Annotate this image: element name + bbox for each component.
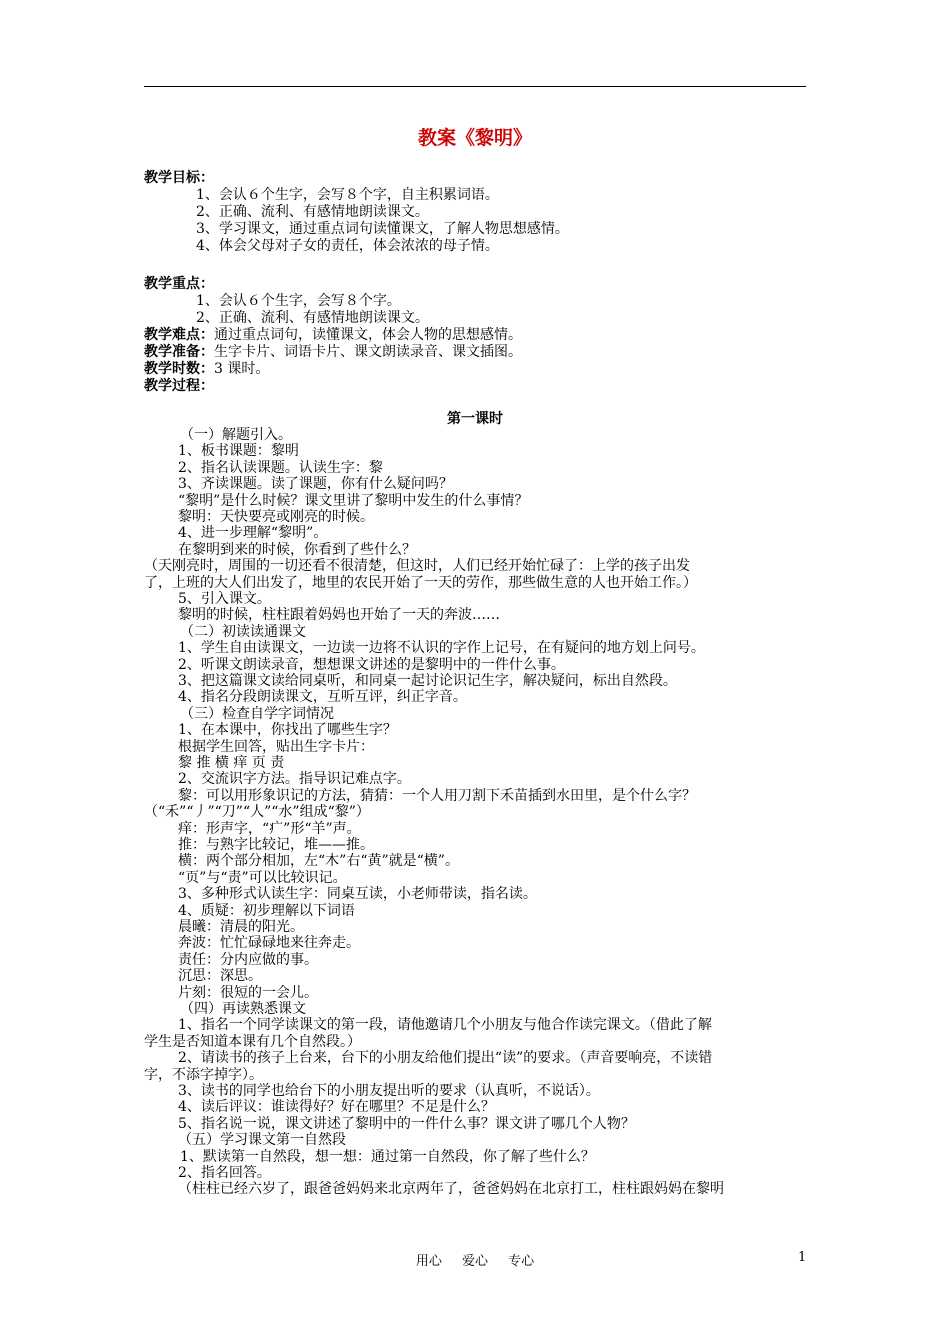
- footer-text: 用心: [415, 1254, 442, 1269]
- body-line: “页”与“责”可以比较识记。: [178, 870, 347, 886]
- difficulty-line: [144, 327, 522, 344]
- difficulty-text: 通过重点词句，读懂课文，体会人物的思想感情。: [214, 327, 522, 343]
- body-line: 根据学生回答，贴出生字卡片：: [178, 739, 374, 755]
- body-line: 2、听课文朗读录音，想想课文讲述的是黎明中的一件什么事。: [178, 657, 565, 673]
- body-line: 黎 推 横 痒 页 责: [178, 755, 285, 771]
- preparation-text: 生字卡片、词语卡片、课文朗读录音、课文插图。: [214, 344, 522, 360]
- lesson-title: 第一课时: [447, 411, 503, 427]
- page-number: 1: [798, 1250, 807, 1265]
- body-line: 4、进一步理解“黎明”。: [178, 525, 328, 541]
- body-line: 学生是否知道本课有几个自然段。）: [144, 1034, 361, 1050]
- objective-item: 4、体会父母对子女的责任，体会浓浓的母子情。: [196, 238, 499, 254]
- body-line: 在黎明到来的时候，你看到了些什么？: [178, 542, 416, 558]
- document-title: 教案《黎明》: [417, 127, 532, 149]
- body-line: 责任：分内应做的事。: [178, 952, 318, 968]
- body-line: 痒：形声字，“疒”形“羊”声。: [178, 821, 361, 837]
- body-line: “黎明”是什么时候？课文里讲了黎明中发生的什么事情？: [178, 493, 529, 509]
- keypoint-item: 1、会认６个生字，会写８个字。: [196, 293, 401, 309]
- body-line: 1、指名一个同学读课文的第一段，请他邀请几个小朋友与他合作读完课文。（借此了解: [178, 1017, 712, 1033]
- body-line: 横：两个部分相加，左“木”右“黄”就是“横”。: [178, 853, 459, 869]
- body-line: 2、指名认读课题。认读生字：黎: [178, 460, 383, 476]
- footer-text: 专心: [508, 1254, 535, 1269]
- body-line: （“禾”“丿”“刀”“人”“水”组成“黎”）: [144, 804, 370, 820]
- body-line: 5、引入课文。: [178, 591, 271, 607]
- body-line: 黎：可以用形象识记的方法，猜猜：一个人用刀割下禾苗插到水田里，是个什么字？: [178, 788, 696, 804]
- objectives-heading: 教学目标：: [144, 170, 214, 186]
- body-line: 3、多种形式认读生字：同桌互读，小老师带读，指名读。: [178, 886, 537, 902]
- hours-line: [144, 361, 269, 378]
- body-line: 黎明的时候，柱柱跟着妈妈也开始了一天的奔波……: [178, 607, 500, 623]
- body-line: 2、请读书的孩子上台来，台下的小朋友给他们提出“读”的要求。（声音要响亮，不读错: [178, 1050, 713, 1066]
- header-rule: [144, 86, 806, 87]
- body-line: 3、把这篇课文读给同桌听，和同桌一起讨论识记生字，解决疑问，标出自然段。: [178, 673, 677, 689]
- body-line: （四）再读熟悉课文: [180, 1001, 306, 1017]
- body-line: （一）解题引入。: [180, 427, 292, 443]
- body-line: 1、默读第一自然段，想一想：通过第一自然段，你了解了些什么？: [180, 1149, 595, 1165]
- footer: [0, 1250, 950, 1269]
- body-line: 5、指名说一说，课文讲述了黎明中的一件什么事？课文讲了哪几个人物？: [178, 1116, 635, 1132]
- body-line: 片刻：很短的一会儿。: [178, 985, 318, 1001]
- body-line: 奔波：忙忙碌碌地来往奔走。: [178, 935, 360, 951]
- body-line: 1、学生自由读课文，一边读一边将不认识的字作上记号，在有疑问的地方划上问号。: [178, 640, 705, 656]
- body-line: 4、质疑：初步理解以下词语: [178, 903, 355, 919]
- objective-item: 3、学习课文，通过重点词句读懂课文，了解人物思想感情。: [196, 221, 569, 237]
- body-line: （天刚亮时，周围的一切还看不很清楚，但这时，人们已经开始忙碌了：上学的孩子出发: [144, 558, 690, 574]
- body-line: （二）初读读通课文: [180, 624, 306, 640]
- body-line: 字，不添字掉字）。: [144, 1067, 263, 1083]
- body-line: 2、交流识字方法。指导识记难点字。: [178, 771, 411, 787]
- body-line: 4、读后评议：谁读得好？好在哪里？不足是什么？: [178, 1099, 495, 1115]
- hours-text: 3 课时。: [214, 361, 270, 377]
- keypoint-item: 2、正确、流利、有感情地朗读课文。: [196, 310, 429, 326]
- body-line: （柱柱已经六岁了，跟爸爸妈妈来北京两年了，爸爸妈妈在北京打工，柱柱跟妈妈在黎明: [178, 1181, 724, 1197]
- body-line: （三）检查自学字词情况: [180, 706, 334, 722]
- body-line: 晨曦：清晨的阳光。: [178, 919, 304, 935]
- body-line: 了，上班的大人们出发了，地里的农民开始了一天的劳作，那些做生意的人也开始工作。）: [144, 575, 697, 591]
- body-line: 4、指名分段朗读课文，互听互评，纠正字音。: [178, 689, 467, 705]
- body-line: 3、读书的同学也给台下的小朋友提出听的要求（认真听，不说话）。: [178, 1083, 600, 1099]
- body-line: 3、齐读课题。读了课题，你有什么疑问吗？: [178, 476, 453, 492]
- preparation-line: [144, 344, 522, 361]
- objective-item: 1、会认６个生字，会写８个字，自主积累词语。: [196, 187, 499, 203]
- keypoints-heading: 教学重点：: [144, 276, 214, 292]
- body-line: （五）学习课文第一自然段: [178, 1132, 346, 1148]
- hours-label: 教学时数：: [144, 361, 214, 377]
- footer-text: 爱心: [461, 1254, 488, 1269]
- body-line: 推：与熟字比较记，堆——推。: [178, 837, 374, 853]
- body-line: 1、在本课中，你找出了哪些生字？: [178, 722, 397, 738]
- body-line: 沉思：深思。: [178, 968, 262, 984]
- body-line: 1、板书课题：黎明: [178, 443, 299, 459]
- objective-item: 2、正确、流利、有感情地朗读课文。: [196, 204, 429, 220]
- body-line: 2、指名回答。: [178, 1165, 271, 1181]
- preparation-label: 教学准备：: [144, 344, 214, 360]
- process-heading: 教学过程：: [144, 378, 214, 394]
- difficulty-label: 教学难点：: [144, 327, 214, 343]
- body-line: 黎明：天快要亮或刚亮的时候。: [178, 509, 374, 525]
